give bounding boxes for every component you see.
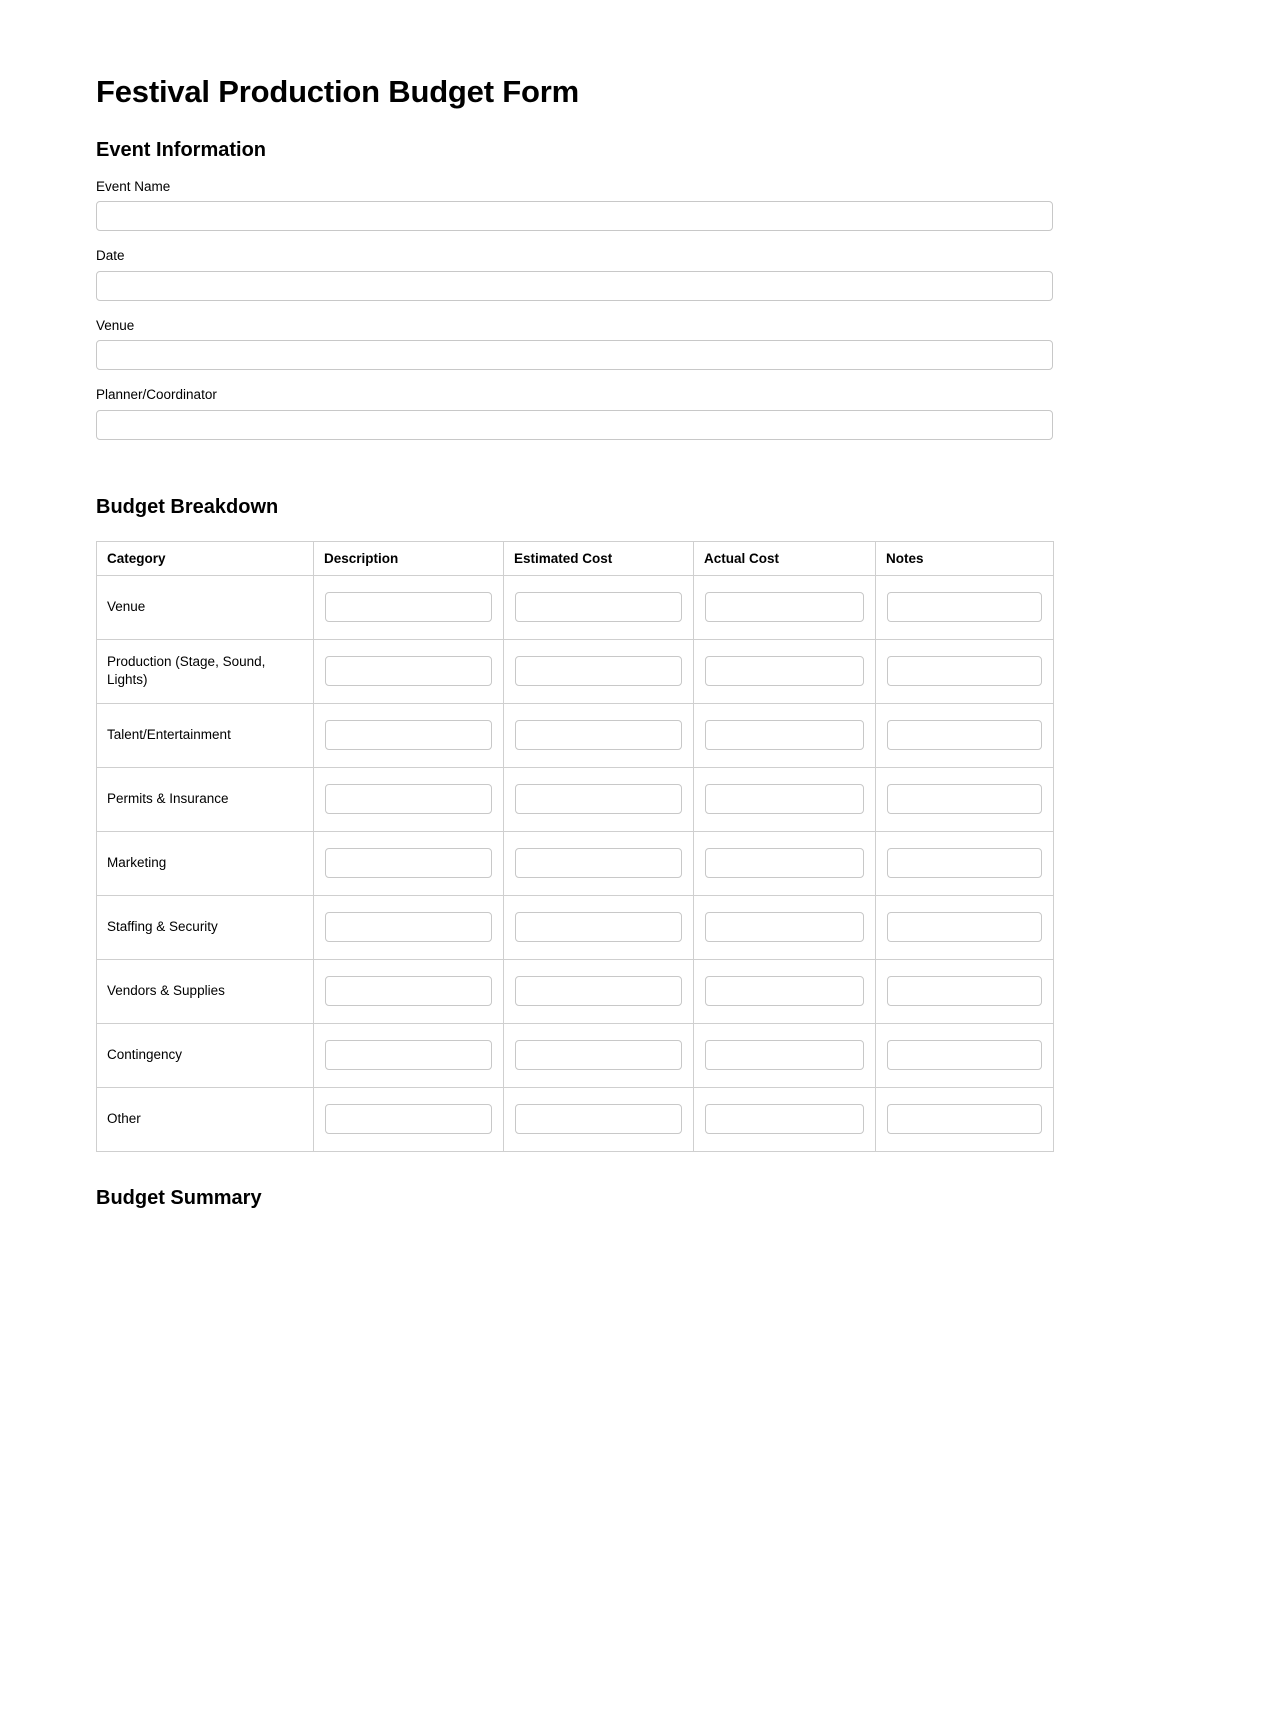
label-planner-coordinator: Planner/Coordinator xyxy=(96,387,217,403)
actual-cost-input-permits[interactable] xyxy=(705,784,864,814)
field-group-event-name xyxy=(96,178,1053,232)
estimated-cost-input-vendors[interactable] xyxy=(515,976,682,1006)
estimated-cost-input-other[interactable] xyxy=(515,1104,682,1134)
page-title: Festival Production Budget Form xyxy=(96,74,579,109)
description-input-marketing[interactable] xyxy=(325,848,492,878)
cell-estimated-cost xyxy=(504,895,694,959)
table-row xyxy=(97,895,1054,959)
category-label-vendors-supplies: Vendors & Supplies xyxy=(97,959,314,1023)
cell-actual-cost xyxy=(694,703,876,767)
notes-input-production[interactable] xyxy=(887,656,1042,686)
cell-notes xyxy=(876,575,1054,639)
cell-notes xyxy=(876,703,1054,767)
cell-estimated-cost xyxy=(504,1087,694,1151)
cell-notes xyxy=(876,1087,1054,1151)
cell-description xyxy=(314,831,504,895)
estimated-cost-input-marketing[interactable] xyxy=(515,848,682,878)
field-group-planner-coordinator xyxy=(96,386,1053,440)
cell-description xyxy=(314,895,504,959)
cell-estimated-cost xyxy=(504,639,694,703)
cell-actual-cost xyxy=(694,639,876,703)
description-input-contingency[interactable] xyxy=(325,1040,492,1070)
section-heading-event-information: Event Information xyxy=(96,138,267,161)
description-input-staffing[interactable] xyxy=(325,912,492,942)
cell-actual-cost xyxy=(694,1023,876,1087)
cell-actual-cost xyxy=(694,959,876,1023)
description-input-permits[interactable] xyxy=(325,784,492,814)
actual-cost-input-production[interactable] xyxy=(705,656,864,686)
table-row xyxy=(97,831,1054,895)
description-input-venue[interactable] xyxy=(325,592,492,622)
actual-cost-input-contingency[interactable] xyxy=(705,1040,864,1070)
table-row xyxy=(97,767,1054,831)
event-name-input[interactable] xyxy=(96,201,1053,231)
estimated-cost-input-production[interactable] xyxy=(515,656,682,686)
table-row xyxy=(97,1087,1054,1151)
category-label-production: Production (Stage, Sound, Lights) xyxy=(97,639,314,703)
cell-notes xyxy=(876,639,1054,703)
clipped-section-container xyxy=(96,1186,1053,1212)
actual-cost-input-marketing[interactable] xyxy=(705,848,864,878)
column-header-actual-cost: Actual Cost xyxy=(694,541,876,575)
actual-cost-input-venue[interactable] xyxy=(705,592,864,622)
category-label-marketing: Marketing xyxy=(97,831,314,895)
estimated-cost-input-talent[interactable] xyxy=(515,720,682,750)
document-content xyxy=(96,0,1053,1212)
cell-description xyxy=(314,1087,504,1151)
cell-estimated-cost xyxy=(504,767,694,831)
table-row xyxy=(97,1023,1054,1087)
table-header-row xyxy=(97,541,1054,575)
notes-input-vendors[interactable] xyxy=(887,976,1042,1006)
estimated-cost-input-venue[interactable] xyxy=(515,592,682,622)
cell-estimated-cost xyxy=(504,959,694,1023)
cell-description xyxy=(314,1023,504,1087)
cell-actual-cost xyxy=(694,831,876,895)
date-input[interactable] xyxy=(96,271,1053,301)
cell-notes xyxy=(876,959,1054,1023)
category-label-staffing-security: Staffing & Security xyxy=(97,895,314,959)
cell-description xyxy=(314,959,504,1023)
column-header-description: Description xyxy=(314,541,504,575)
section-heading-budget-summary: Budget Summary xyxy=(96,1186,262,1209)
actual-cost-input-staffing[interactable] xyxy=(705,912,864,942)
table-row xyxy=(97,639,1054,703)
cell-actual-cost xyxy=(694,895,876,959)
category-label-talent-entertainment: Talent/Entertainment xyxy=(97,703,314,767)
cell-description xyxy=(314,767,504,831)
cell-actual-cost xyxy=(694,767,876,831)
category-label-contingency: Contingency xyxy=(97,1023,314,1087)
description-input-talent[interactable] xyxy=(325,720,492,750)
cell-description xyxy=(314,703,504,767)
notes-input-venue[interactable] xyxy=(887,592,1042,622)
column-header-notes: Notes xyxy=(876,541,1054,575)
table-row xyxy=(97,703,1054,767)
cell-estimated-cost xyxy=(504,575,694,639)
actual-cost-input-vendors[interactable] xyxy=(705,976,864,1006)
estimated-cost-input-permits[interactable] xyxy=(515,784,682,814)
cell-notes xyxy=(876,831,1054,895)
notes-input-staffing[interactable] xyxy=(887,912,1042,942)
description-input-vendors[interactable] xyxy=(325,976,492,1006)
cell-estimated-cost xyxy=(504,703,694,767)
description-input-other[interactable] xyxy=(325,1104,492,1134)
cell-notes xyxy=(876,767,1054,831)
table-row xyxy=(97,959,1054,1023)
notes-input-other[interactable] xyxy=(887,1104,1042,1134)
cell-estimated-cost xyxy=(504,1023,694,1087)
cell-actual-cost xyxy=(694,575,876,639)
notes-input-marketing[interactable] xyxy=(887,848,1042,878)
column-header-estimated-cost: Estimated Cost xyxy=(504,541,694,575)
section-heading-budget-breakdown: Budget Breakdown xyxy=(96,495,279,518)
actual-cost-input-talent[interactable] xyxy=(705,720,864,750)
field-group-venue xyxy=(96,317,1053,371)
estimated-cost-input-staffing[interactable] xyxy=(515,912,682,942)
planner-coordinator-input[interactable] xyxy=(96,410,1053,440)
notes-input-talent[interactable] xyxy=(887,720,1042,750)
notes-input-contingency[interactable] xyxy=(887,1040,1042,1070)
venue-input[interactable] xyxy=(96,340,1053,370)
category-label-venue: Venue xyxy=(97,575,314,639)
notes-input-permits[interactable] xyxy=(887,784,1042,814)
label-event-name: Event Name xyxy=(96,178,171,194)
cell-notes xyxy=(876,895,1054,959)
budget-breakdown-table xyxy=(96,541,1054,1152)
description-input-production[interactable] xyxy=(325,656,492,686)
actual-cost-input-other[interactable] xyxy=(705,1104,864,1134)
category-label-other: Other xyxy=(97,1087,314,1151)
table-row xyxy=(97,575,1054,639)
cell-estimated-cost xyxy=(504,831,694,895)
cell-actual-cost xyxy=(694,1087,876,1151)
field-group-date xyxy=(96,247,1053,301)
budget-table-body xyxy=(97,575,1054,1151)
cell-description xyxy=(314,575,504,639)
estimated-cost-input-contingency[interactable] xyxy=(515,1040,682,1070)
category-label-permits-insurance: Permits & Insurance xyxy=(97,767,314,831)
label-date: Date xyxy=(96,248,125,264)
label-venue: Venue xyxy=(96,317,135,333)
cell-notes xyxy=(876,1023,1054,1087)
cell-description xyxy=(314,639,504,703)
column-header-category: Category xyxy=(97,541,314,575)
